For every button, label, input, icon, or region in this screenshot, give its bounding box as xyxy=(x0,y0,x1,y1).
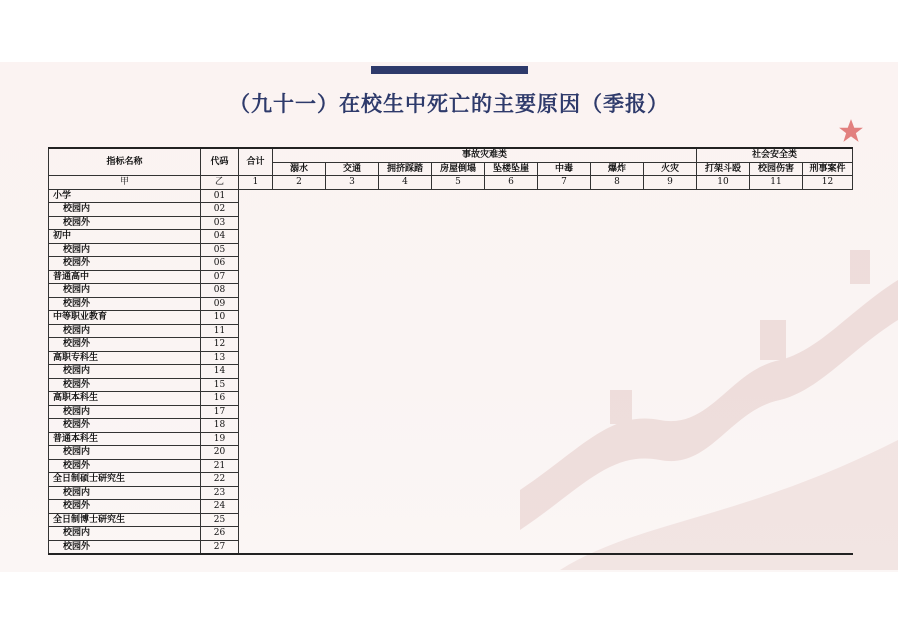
row-name-cell: 校园内 xyxy=(49,324,201,338)
row-data-area xyxy=(239,378,853,392)
row-data-area xyxy=(239,189,853,203)
table-row xyxy=(49,473,853,487)
row-name-cell: 校园外 xyxy=(49,378,201,392)
row-name-cell: 全日制博士研究生 xyxy=(49,513,201,527)
row-data-area xyxy=(239,486,853,500)
row-data-area xyxy=(239,243,853,257)
row-data-area xyxy=(239,419,853,433)
row-data-area xyxy=(239,432,853,446)
accident-col-header: 拥挤踩踏 xyxy=(379,162,432,176)
row-name-cell: 校园外 xyxy=(49,216,201,230)
accident-col-header: 坠楼坠崖 xyxy=(485,162,538,176)
index-number-cell: 3 xyxy=(326,176,379,190)
row-code-cell: 16 xyxy=(201,392,239,406)
row-name-cell: 校园外 xyxy=(49,419,201,433)
index-number-cell: 10 xyxy=(697,176,750,190)
table-row xyxy=(49,297,853,311)
row-data-area xyxy=(239,270,853,284)
header-row-groups xyxy=(49,148,853,162)
row-code-cell: 01 xyxy=(201,189,239,203)
table-row xyxy=(49,203,853,217)
row-name-cell: 校园内 xyxy=(49,203,201,217)
row-code-cell: 02 xyxy=(201,203,239,217)
accident-group-header: 事故灾难类 xyxy=(273,148,697,162)
row-name-cell: 校园内 xyxy=(49,243,201,257)
row-data-area xyxy=(239,324,853,338)
col-code-header: 代码 xyxy=(201,148,239,176)
table-row xyxy=(49,270,853,284)
index-number-cell: 5 xyxy=(432,176,485,190)
row-code-cell: 22 xyxy=(201,473,239,487)
index-number-cell: 7 xyxy=(538,176,591,190)
row-code-cell: 24 xyxy=(201,500,239,514)
table-row xyxy=(49,189,853,203)
row-name-cell: 校园外 xyxy=(49,540,201,554)
page-title: （九十一）在校生中死亡的主要原因（季报） xyxy=(229,92,669,116)
accident-col-header: 溺水 xyxy=(273,162,326,176)
row-data-area xyxy=(239,459,853,473)
table-row xyxy=(49,432,853,446)
row-name-cell: 校园内 xyxy=(49,446,201,460)
index-number-cell: 4 xyxy=(379,176,432,190)
row-name-cell: 全日制硕士研究生 xyxy=(49,473,201,487)
row-data-area xyxy=(239,284,853,298)
row-code-cell: 25 xyxy=(201,513,239,527)
table-row xyxy=(49,338,853,352)
row-code-cell: 17 xyxy=(201,405,239,419)
row-data-area xyxy=(239,446,853,460)
row-code-cell: 07 xyxy=(201,270,239,284)
social-group-header: 社会安全类 xyxy=(697,148,853,162)
row-name-cell: 高职专科生 xyxy=(49,351,201,365)
row-name-cell: 中等职业教育 xyxy=(49,311,201,325)
row-code-cell: 08 xyxy=(201,284,239,298)
row-name-cell: 校园内 xyxy=(49,365,201,379)
table-row xyxy=(49,419,853,433)
row-data-area xyxy=(239,405,853,419)
index-code-cell: 乙 xyxy=(201,176,239,190)
accident-col-header: 中毒 xyxy=(538,162,591,176)
table-row xyxy=(49,351,853,365)
row-data-area xyxy=(239,311,853,325)
index-row xyxy=(49,176,853,190)
row-name-cell: 校园内 xyxy=(49,405,201,419)
row-name-cell: 校园外 xyxy=(49,459,201,473)
table-row xyxy=(49,405,853,419)
table-row xyxy=(49,378,853,392)
row-data-area xyxy=(239,513,853,527)
social-col-header: 刑事案件 xyxy=(803,162,853,176)
row-code-cell: 20 xyxy=(201,446,239,460)
row-name-cell: 高职本科生 xyxy=(49,392,201,406)
row-code-cell: 18 xyxy=(201,419,239,433)
social-col-header: 打架斗殴 xyxy=(697,162,750,176)
row-code-cell: 23 xyxy=(201,486,239,500)
row-code-cell: 19 xyxy=(201,432,239,446)
row-name-cell: 校园内 xyxy=(49,527,201,541)
row-code-cell: 15 xyxy=(201,378,239,392)
row-data-area xyxy=(239,473,853,487)
index-number-cell: 1 xyxy=(239,176,273,190)
table-row xyxy=(49,500,853,514)
row-name-cell: 校园外 xyxy=(49,257,201,271)
row-name-cell: 小学 xyxy=(49,189,201,203)
row-name-cell: 校园内 xyxy=(49,284,201,298)
row-code-cell: 06 xyxy=(201,257,239,271)
table-row xyxy=(49,365,853,379)
table-row xyxy=(49,392,853,406)
accident-col-header: 房屋倒塌 xyxy=(432,162,485,176)
row-code-cell: 09 xyxy=(201,297,239,311)
row-data-area xyxy=(239,216,853,230)
row-data-area xyxy=(239,257,853,271)
social-col-header: 校园伤害 xyxy=(750,162,803,176)
row-data-area xyxy=(239,500,853,514)
row-data-area xyxy=(239,365,853,379)
accident-col-header: 爆炸 xyxy=(591,162,644,176)
table-row xyxy=(49,540,853,554)
index-number-cell: 8 xyxy=(591,176,644,190)
index-number-cell: 2 xyxy=(273,176,326,190)
row-name-cell: 初中 xyxy=(49,230,201,244)
row-code-cell: 13 xyxy=(201,351,239,365)
table-row xyxy=(49,230,853,244)
table-row xyxy=(49,324,853,338)
table-row xyxy=(49,216,853,230)
row-data-area xyxy=(239,351,853,365)
row-data-area xyxy=(239,230,853,244)
table-row xyxy=(49,459,853,473)
table-row xyxy=(49,446,853,460)
row-code-cell: 12 xyxy=(201,338,239,352)
row-name-cell: 普通本科生 xyxy=(49,432,201,446)
row-data-area xyxy=(239,203,853,217)
accident-col-header: 交通 xyxy=(326,162,379,176)
row-code-cell: 05 xyxy=(201,243,239,257)
row-name-cell: 普通高中 xyxy=(49,270,201,284)
table-row xyxy=(49,257,853,271)
row-data-area xyxy=(239,338,853,352)
accident-col-header: 火灾 xyxy=(644,162,697,176)
table-row xyxy=(49,243,853,257)
row-name-cell: 校园内 xyxy=(49,486,201,500)
row-code-cell: 04 xyxy=(201,230,239,244)
row-code-cell: 21 xyxy=(201,459,239,473)
index-name-cell: 甲 xyxy=(49,176,201,190)
col-total-header: 合计 xyxy=(239,148,273,176)
row-data-area xyxy=(239,392,853,406)
row-name-cell: 校园外 xyxy=(49,338,201,352)
col-name-header: 指标名称 xyxy=(49,148,201,176)
index-number-cell: 6 xyxy=(485,176,538,190)
row-code-cell: 03 xyxy=(201,216,239,230)
statistics-table xyxy=(48,147,853,555)
row-code-cell: 27 xyxy=(201,540,239,554)
row-code-cell: 11 xyxy=(201,324,239,338)
row-data-area xyxy=(239,297,853,311)
index-number-cell: 9 xyxy=(644,176,697,190)
row-code-cell: 26 xyxy=(201,527,239,541)
row-data-area xyxy=(239,527,853,541)
index-number-cell: 12 xyxy=(803,176,853,190)
star-icon xyxy=(838,118,864,144)
row-code-cell: 14 xyxy=(201,365,239,379)
index-number-cell: 11 xyxy=(750,176,803,190)
table-row xyxy=(49,284,853,298)
row-code-cell: 10 xyxy=(201,311,239,325)
row-name-cell: 校园外 xyxy=(49,297,201,311)
row-data-area xyxy=(239,540,853,554)
table-row xyxy=(49,311,853,325)
table-row xyxy=(49,513,853,527)
row-name-cell: 校园外 xyxy=(49,500,201,514)
title-accent-bar xyxy=(371,66,528,74)
table-row xyxy=(49,486,853,500)
table-row xyxy=(49,527,853,541)
